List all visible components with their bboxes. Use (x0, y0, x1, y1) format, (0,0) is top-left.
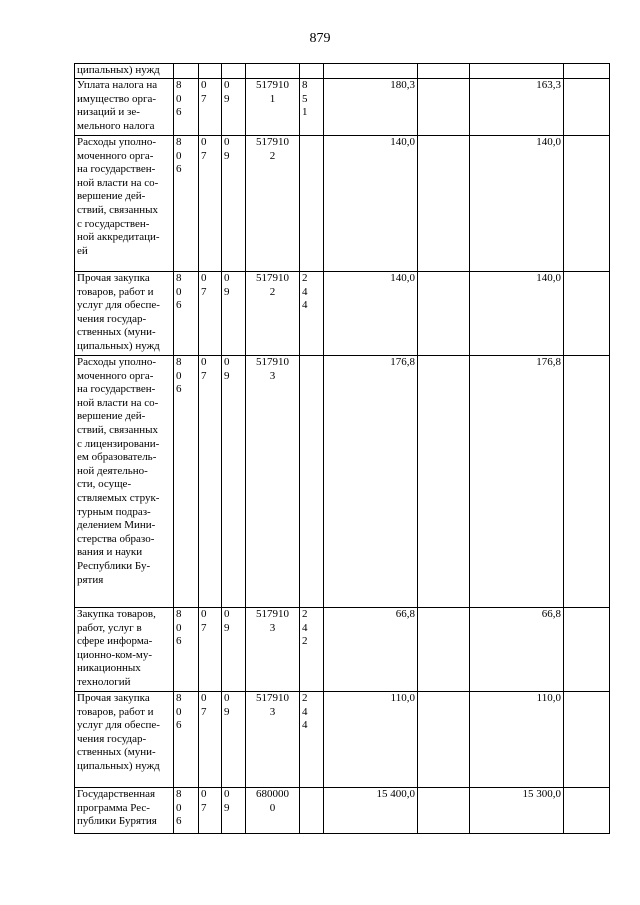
ministry-code-cell (174, 64, 199, 79)
empty-cell (564, 356, 610, 608)
empty-cell (418, 692, 470, 788)
ministry-code-cell: 8 0 6 (174, 79, 199, 136)
table-row (75, 136, 610, 272)
empty-cell (418, 608, 470, 692)
section-code-cell: 0 7 (199, 272, 222, 356)
subsection-code-cell: 0 9 (222, 356, 246, 608)
empty-cell (418, 79, 470, 136)
amount-year2-cell: 15 300,0 (470, 788, 564, 834)
row-name-cell: Прочая закупка товаров, работ и услуг для обеспе- чения государ- ственных (муни- ципальных) нужд (75, 272, 174, 356)
table-row (75, 64, 610, 79)
target-article-cell: 517910 1 (246, 79, 300, 136)
empty-cell (564, 692, 610, 788)
target-article-cell: 517910 2 (246, 136, 300, 272)
ministry-code-cell: 8 0 6 (174, 272, 199, 356)
row-name-cell: ципальных) нужд (75, 64, 174, 79)
expense-type-cell (300, 64, 324, 79)
target-article-cell: 680000 0 (246, 788, 300, 834)
amount-year1-cell: 15 400,0 (324, 788, 418, 834)
amount-year1-cell: 140,0 (324, 136, 418, 272)
amount-year1-cell (324, 64, 418, 79)
empty-cell (418, 136, 470, 272)
amount-year1-cell: 180,3 (324, 79, 418, 136)
ministry-code-cell: 8 0 6 (174, 788, 199, 834)
table-row (75, 79, 610, 136)
amount-year2-cell: 110,0 (470, 692, 564, 788)
table-row (75, 692, 610, 788)
empty-cell (564, 272, 610, 356)
empty-cell (564, 79, 610, 136)
ministry-code-cell: 8 0 6 (174, 136, 199, 272)
ministry-code-cell: 8 0 6 (174, 356, 199, 608)
section-code-cell: 0 7 (199, 136, 222, 272)
subsection-code-cell: 0 9 (222, 608, 246, 692)
table-row (75, 272, 610, 356)
target-article-cell: 517910 2 (246, 272, 300, 356)
empty-cell (418, 356, 470, 608)
amount-year2-cell: 140,0 (470, 272, 564, 356)
subsection-code-cell: 0 9 (222, 788, 246, 834)
row-name-cell: Расходы уполно- моченного орга- на государствен- ной власти на со- вершение дей- ствий, связанных с лицензировани- ем образователь- ной деятельно- сти, осуще- ствляемых струк- турным подраз- делением Мини- стерства образо- вания и науки Республики Бу- рятия (75, 356, 174, 608)
target-article-cell (246, 64, 300, 79)
expense-type-cell (300, 356, 324, 608)
subsection-code-cell: 0 9 (222, 692, 246, 788)
empty-cell (564, 136, 610, 272)
table-row (75, 608, 610, 692)
empty-cell (418, 272, 470, 356)
empty-cell (564, 64, 610, 79)
ministry-code-cell: 8 0 6 (174, 692, 199, 788)
subsection-code-cell: 0 9 (222, 272, 246, 356)
row-name-cell: Прочая закупка товаров, работ и услуг для обеспе- чения государ- ственных (муни- ципальных) нужд (75, 692, 174, 788)
subsection-code-cell: 0 9 (222, 136, 246, 272)
expense-type-cell: 8 5 1 (300, 79, 324, 136)
row-name-cell: Расходы уполно- моченного орга- на государствен- ной власти на со- вершение дей- ствий, связанных с государствен- ной аккредитаци- ей (75, 136, 174, 272)
amount-year1-cell: 110,0 (324, 692, 418, 788)
expense-type-cell: 2 4 2 (300, 608, 324, 692)
subsection-code-cell: 0 9 (222, 79, 246, 136)
empty-cell (418, 788, 470, 834)
table-row (75, 788, 610, 834)
expense-type-cell (300, 136, 324, 272)
amount-year1-cell: 176,8 (324, 356, 418, 608)
ministry-code-cell: 8 0 6 (174, 608, 199, 692)
amount-year2-cell: 176,8 (470, 356, 564, 608)
section-code-cell: 0 7 (199, 79, 222, 136)
amount-year1-cell: 66,8 (324, 608, 418, 692)
amount-year2-cell: 163,3 (470, 79, 564, 136)
section-code-cell: 0 7 (199, 788, 222, 834)
row-name-cell: Государственная программа Рес- публики Бурятия (75, 788, 174, 834)
page-number: 879 (309, 31, 331, 46)
section-code-cell: 0 7 (199, 692, 222, 788)
row-name-cell: Уплата налога на имущество орга- низаций и зе- мельного налога (75, 79, 174, 136)
amount-year2-cell: 140,0 (470, 136, 564, 272)
expense-type-cell: 2 4 4 (300, 272, 324, 356)
empty-cell (564, 608, 610, 692)
expense-type-cell: 2 4 4 (300, 692, 324, 788)
empty-cell (564, 788, 610, 834)
amount-year2-cell: 66,8 (470, 608, 564, 692)
empty-cell (418, 64, 470, 79)
row-name-cell: Закупка товаров, работ, услуг в сфере информа- ционно-ком-му- никационных технологий (75, 608, 174, 692)
subsection-code-cell (222, 64, 246, 79)
section-code-cell: 0 7 (199, 608, 222, 692)
amount-year2-cell (470, 64, 564, 79)
target-article-cell: 517910 3 (246, 356, 300, 608)
section-code-cell: 0 7 (199, 356, 222, 608)
target-article-cell: 517910 3 (246, 692, 300, 788)
budget-table (74, 63, 610, 834)
section-code-cell (199, 64, 222, 79)
amount-year1-cell: 140,0 (324, 272, 418, 356)
table-row (75, 356, 610, 608)
target-article-cell: 517910 3 (246, 608, 300, 692)
expense-type-cell (300, 788, 324, 834)
